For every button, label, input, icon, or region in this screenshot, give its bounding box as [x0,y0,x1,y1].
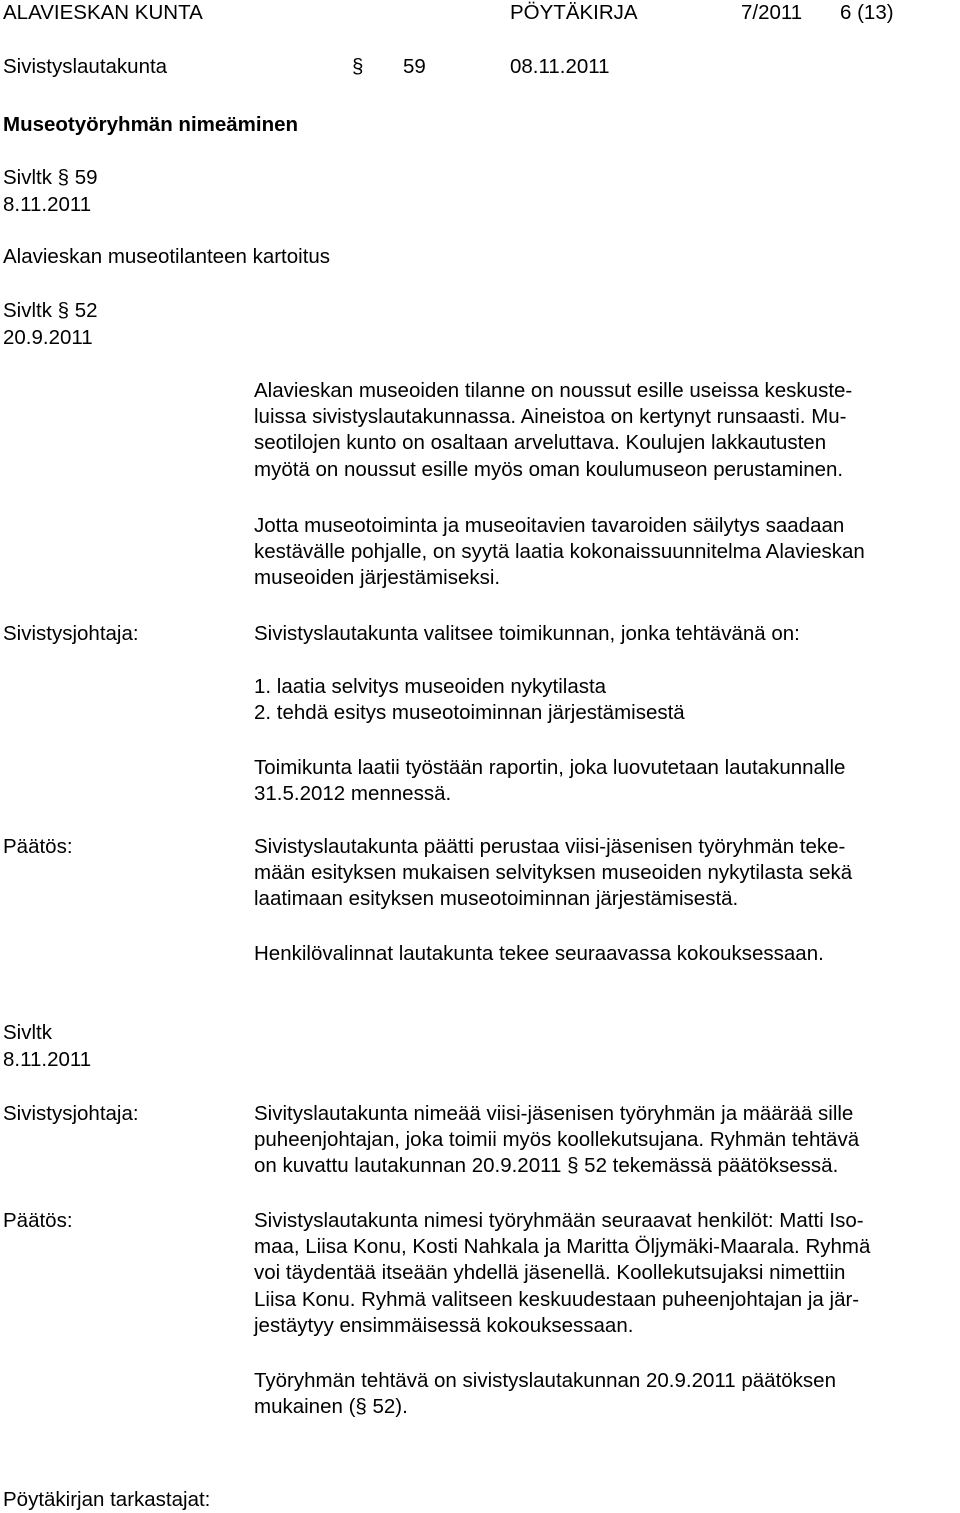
subheading: Alavieskan museotilanteen kartoitus [3,245,331,268]
footer-label: Pöytäkirjan tarkastajat: [3,1488,211,1511]
decision-note: Henkilövalinnat lautakunta tekee seuraavassa kokouksessaan. [254,942,824,965]
background-paragraph: Alavieskan museoiden tilanne on noussut esille useissa keskuste- luissa sivistyslautakunnassa. Aineistoa on kertynyt runsaasti. Mu- seotilojen kunto on osaltaan arveluttava. Koulujen lakkautusten myötä on noussut esille myös oman koulumuseon perustaminen. [254,379,853,481]
decision-paragraph: Sivistyslautakunta päätti perustaa viisi-jäsenisen työryhmän teke- mään esityksen mukaisen selvityksen museoiden nykytilasta sekä laatimaan esityksen museotoiminnan järjestämisestä. [254,835,853,911]
decision-label: Päätös: [3,1209,73,1232]
reference-block [3,1020,91,1073]
reference-date: 8.11.2011 [3,1047,92,1071]
purpose-paragraph: Jotta museotoiminta ja museoitavien tavaroiden säilytys saadaan kestävälle pohjalle, on syytä laatia kokonaissuunnitelma Alavieskan museoiden järjestämiseksi. [254,514,865,590]
committee-name: Sivistyslautakunta [3,55,168,78]
task-note: Työryhmän tehtävä on sivistyslautakunnan 20.9.2011 päätöksen mukainen (§ 52). [254,1369,836,1419]
list-item: 1. laatia selvitys museoiden nykytilasta [254,675,607,698]
list-item: 2. tehdä esitys museotoiminnan järjestämisestä [254,701,685,725]
task-list [254,674,954,726]
decision-paragraph: Sivistyslautakunta nimesi työryhmään seuraavat henkilöt: Matti Iso- maa, Liisa Konu, Kosti Nahkala ja Maritta Öljymäki-Maarala. Ryhmä voi täydentää itseään yhdellä jäsenellä. Koollekutsujaksi nimettiin Liisa Konu. Ryhmä valitseen keskuudestaan puheenjohtajan ja jär- jestäytyy ensimmäisessä kokouksessaan. [254,1209,871,1337]
document-type: PÖYTÄKIRJA [510,1,638,24]
decision-label: Päätös: [3,835,73,858]
proposal-text: Sivistyslautakunta valitsee toimikunnan, jonka tehtävänä on: [254,622,800,645]
proposal-paragraph: Sivityslautakunta nimeää viisi-jäsenisen työryhmän ja määrää sille puheenjohtajan, joka toimii myös koollekutsujana. Ryhmän tehtävä on kuvattu lautakunnan 20.9.2011 § 52 tekemässä päätöksessä. [254,1102,860,1178]
proposal-label: Sivistysjohtaja: [3,622,139,645]
meeting-date: 08.11.2011 [510,55,610,78]
reference-line: Sivltk [3,1021,52,1044]
municipality-name: ALAVIESKAN KUNTA [3,1,203,24]
report-paragraph: Toimikunta laatii työstään raportin, joka luovutetaan lautakunnalle 31.5.2012 mennessä. [254,756,846,806]
reference-date: 8.11.2011 [3,192,92,216]
reference-block [3,298,98,351]
page-title: Museotyöryhmän nimeäminen [3,113,299,136]
proposal-label: Sivistysjohtaja: [3,1102,139,1125]
reference-line: Sivltk § 52 [3,299,98,322]
reference-line: Sivltk § 59 [3,166,98,189]
reference-block [3,165,98,218]
page-number: 6 (13) [840,1,894,24]
section-sign: § [352,55,364,78]
section-number: 59 [403,55,426,78]
document-number: 7/2011 [741,1,803,24]
reference-date: 20.9.2011 [3,325,93,349]
